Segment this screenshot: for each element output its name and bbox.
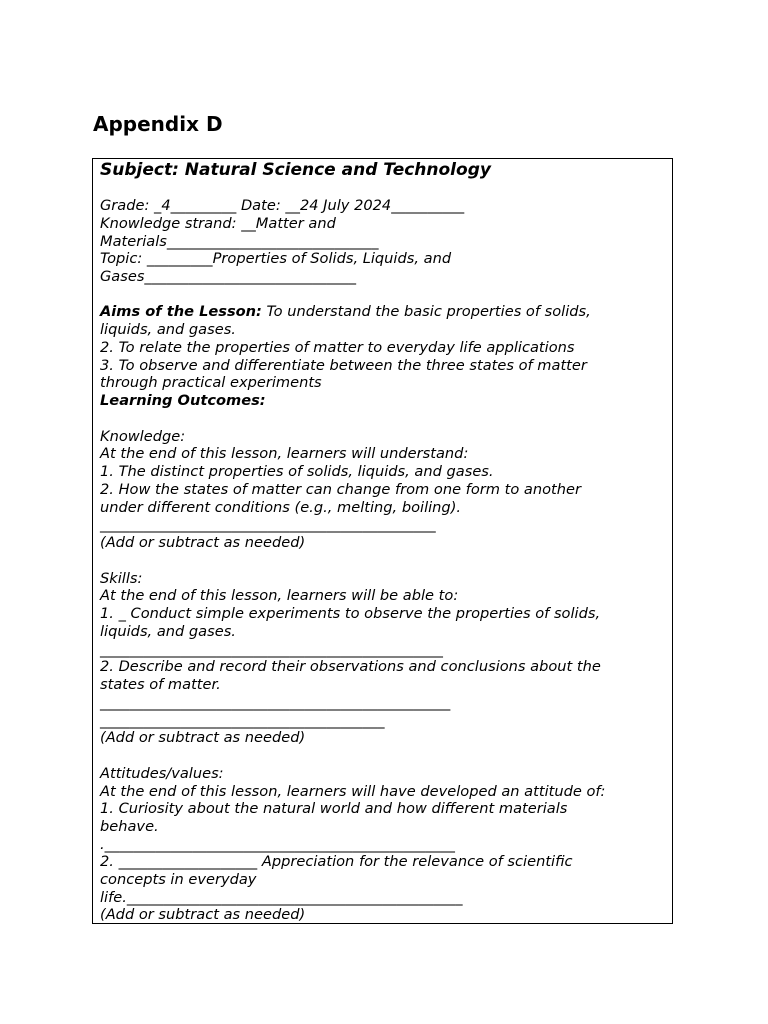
attitudes-item-1-blank: .________________________________________________: [100, 836, 455, 853]
skills-blank-line-2: _______________________________________: [100, 712, 385, 729]
attitudes-item-2-end: life.______________________________________________: [100, 889, 463, 906]
knowledge-blank-line: ______________________________________________: [100, 516, 436, 533]
aims-line: [100, 303, 591, 321]
skills-note: (Add or subtract as needed): [100, 729, 306, 746]
attitudes-note: (Add or subtract as needed): [100, 906, 306, 923]
knowledge-strand-line-cont: Materials_____________________________: [100, 233, 379, 250]
learning-outcomes-label: Learning Outcomes:: [100, 392, 266, 409]
aims-label: Aims of the Lesson:: [100, 303, 262, 320]
knowledge-item-2: 2. How the states of matter can change from one form to another: [100, 481, 581, 498]
attitudes-label: Attitudes/values:: [100, 765, 224, 782]
aims-item-2: 2. To relate the properties of matter to everyday life applications: [100, 339, 575, 356]
skills-item-2-cont: states of matter.: [100, 676, 221, 693]
attitudes-item-1-cont: behave.: [100, 818, 159, 835]
knowledge-note: (Add or subtract as needed): [100, 534, 306, 551]
attitudes-intro: At the end of this lesson, learners will have developed an attitude of:: [100, 783, 606, 800]
skills-item-1-cont: liquids, and gases.: [100, 623, 236, 640]
knowledge-label: Knowledge:: [100, 428, 186, 445]
attitudes-item-2-cont: concepts in everyday: [100, 871, 257, 888]
skills-item-2: 2. Describe and record their observations and conclusions about the: [100, 658, 601, 675]
grade-date-line: Grade: _4_________ Date: __24 July 2024__________: [100, 197, 465, 214]
aims-text: To understand the basic properties of solids,: [261, 303, 591, 320]
skills-item-1-blank: _______________________________________________: [100, 641, 443, 658]
knowledge-item-1: 1. The distinct properties of solids, liquids, and gases.: [100, 463, 494, 480]
skills-item-1: 1. _ Conduct simple experiments to observe the properties of solids,: [100, 605, 601, 622]
topic-line: Topic: _________Properties of Solids, Liquids, and: [100, 250, 452, 267]
aims-item-3-cont: through practical experiments: [100, 374, 322, 391]
knowledge-strand-line: Knowledge strand: __Matter and: [100, 215, 336, 232]
knowledge-intro: At the end of this lesson, learners will understand:: [100, 445, 469, 462]
subject-line: Subject: Natural Science and Technology: [100, 160, 491, 180]
attitudes-item-2: 2. ___________________ Appreciation for the relevance of scientific: [100, 853, 573, 870]
skills-intro: At the end of this lesson, learners will be able to:: [100, 587, 459, 604]
attitudes-item-1: 1. Curiosity about the natural world and how different materials: [100, 800, 568, 817]
skills-label: Skills:: [100, 570, 143, 587]
knowledge-item-2-cont: under different conditions (e.g., melting, boiling).: [100, 499, 462, 516]
skills-blank-line-1: ________________________________________________: [100, 694, 451, 711]
aims-item-3: 3. To observe and differentiate between the three states of matter: [100, 357, 587, 374]
appendix-heading: Appendix D: [93, 112, 223, 136]
topic-line-cont: Gases_____________________________: [100, 268, 357, 285]
aims-line-cont: liquids, and gases.: [100, 321, 236, 338]
